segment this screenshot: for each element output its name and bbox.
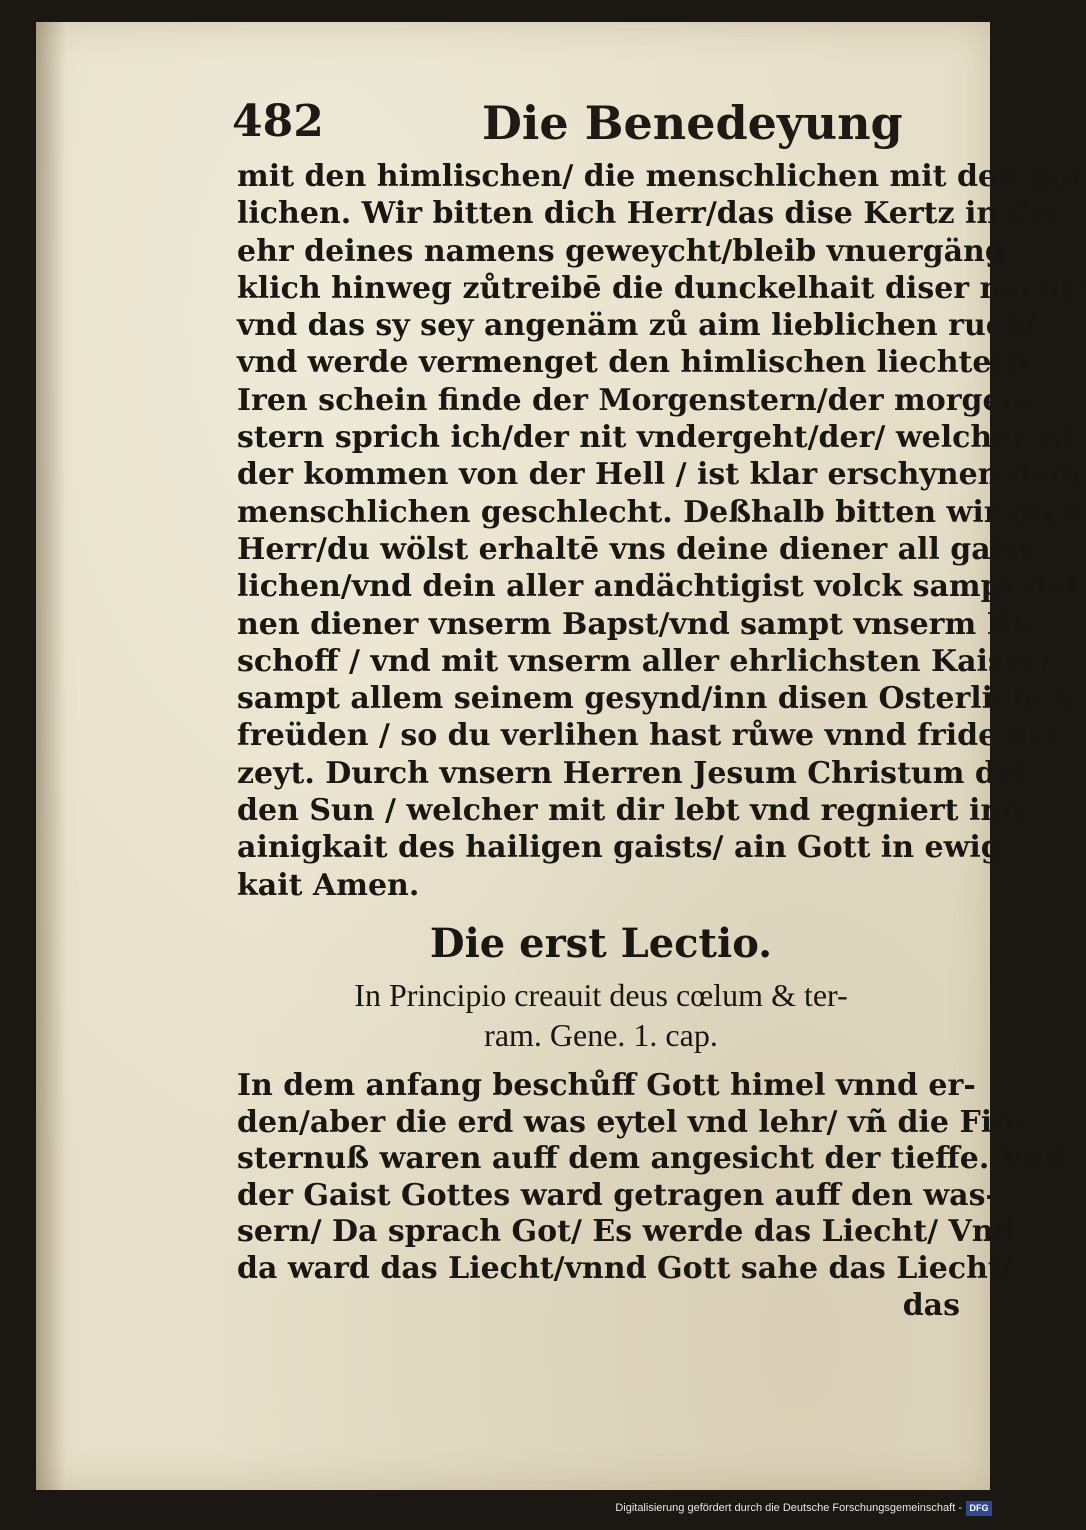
latin-incipit [237, 975, 965, 1055]
text-line: den Sun / welcher mit dir lebt vnd regniert inn [237, 793, 1024, 829]
text-line: vnd werde vermenget den himlischen liechtern. [237, 345, 1040, 381]
text-line: zeyt. Durch vnsern Herren Jesum Christum dei- [237, 755, 1039, 791]
text-line: schoff / vnd mit vnserm aller ehrlichsten Kaiser/ [237, 643, 1051, 679]
text-line: Herr/du wölst erhaltē vns deine diener all gaist- [237, 531, 1046, 567]
page-header [232, 92, 962, 152]
funding-credit: Digitalisierung gefördert durch die Deutsche Forschungsgemeinschaft - [615, 1502, 962, 1514]
text-line: lichen. Wir bitten dich Herr/das dise Kertz in der [237, 196, 1065, 232]
text-block-top [237, 158, 1086, 904]
text-line: menschlichen geschlecht. Deßhalb bitten wir dich [237, 494, 1083, 530]
page-spine-shadow [36, 22, 66, 1490]
text-line: da ward das Liecht/vnnd Gott sahe das Liecht/ [237, 1250, 1013, 1286]
text-line: kait Amen. [237, 867, 420, 903]
running-head: Die Benedeyung [482, 96, 903, 150]
latin-line-2: ram. Gene. 1. cap. [484, 1017, 718, 1053]
text-line: freüden / so du verlihen hast růwe vnnd fride der [237, 718, 1064, 754]
text-line: Iren schein finde der Morgenstern/der morgen- [237, 382, 1036, 418]
text-line: mit den himlischen/ die menschlichen mit den göt [237, 159, 1085, 194]
text-line: sampt allem seinem gesynd/inn disen Osterlichen [237, 681, 1075, 717]
text-line: lichen/vnd dein aller andächtigist volck sampt dei [237, 569, 1078, 605]
section-title: Die erst Lectio. [429, 920, 773, 967]
text-line: den/aber die erd was eytel vnd lehr/ vñ die Fin- [237, 1104, 1027, 1140]
text-line: ehr deines namens geweycht/bleib vnuergäng- [237, 233, 1019, 269]
text-line: vnd das sy sey angenäm zů aim lieblichen ruch/ [237, 308, 1037, 344]
catchword: das [902, 1288, 960, 1323]
text-line: sternuß waren auff dem angesicht der tieffe. Vnd [237, 1141, 1066, 1177]
text-line: der kommen von der Hell / ist klar erschynen dem [237, 457, 1082, 493]
text-line: klich hinweg zůtreibē die dunckelhait diser nacht/ [237, 270, 1086, 306]
text-line: ainigkait des hailigen gaists/ ain Gott in ewig- [237, 830, 1015, 866]
latin-line-1: In Principio creauit deus cœlum & ter- [354, 977, 848, 1013]
text-line: nen diener vnserm Bapst/vnd sampt vnserm Bi- [237, 606, 1036, 642]
text-line: In dem anfang beschůff Gott himel vnnd er- [237, 1068, 976, 1103]
text-line: der Gaist Gottes ward getragen auff den was- [237, 1177, 998, 1213]
text-line: stern sprich ich/der nit vndergeht/der/ welcher wi [237, 420, 1075, 456]
text-block-bottom [237, 1068, 1066, 1288]
page-number: 482 [232, 96, 324, 147]
footer-bar [0, 1490, 1000, 1530]
text-line: sern/ Da sprach Got/ Es werde das Liecht/ Vnd [237, 1214, 1015, 1250]
dfg-logo: DFG [966, 1501, 992, 1516]
